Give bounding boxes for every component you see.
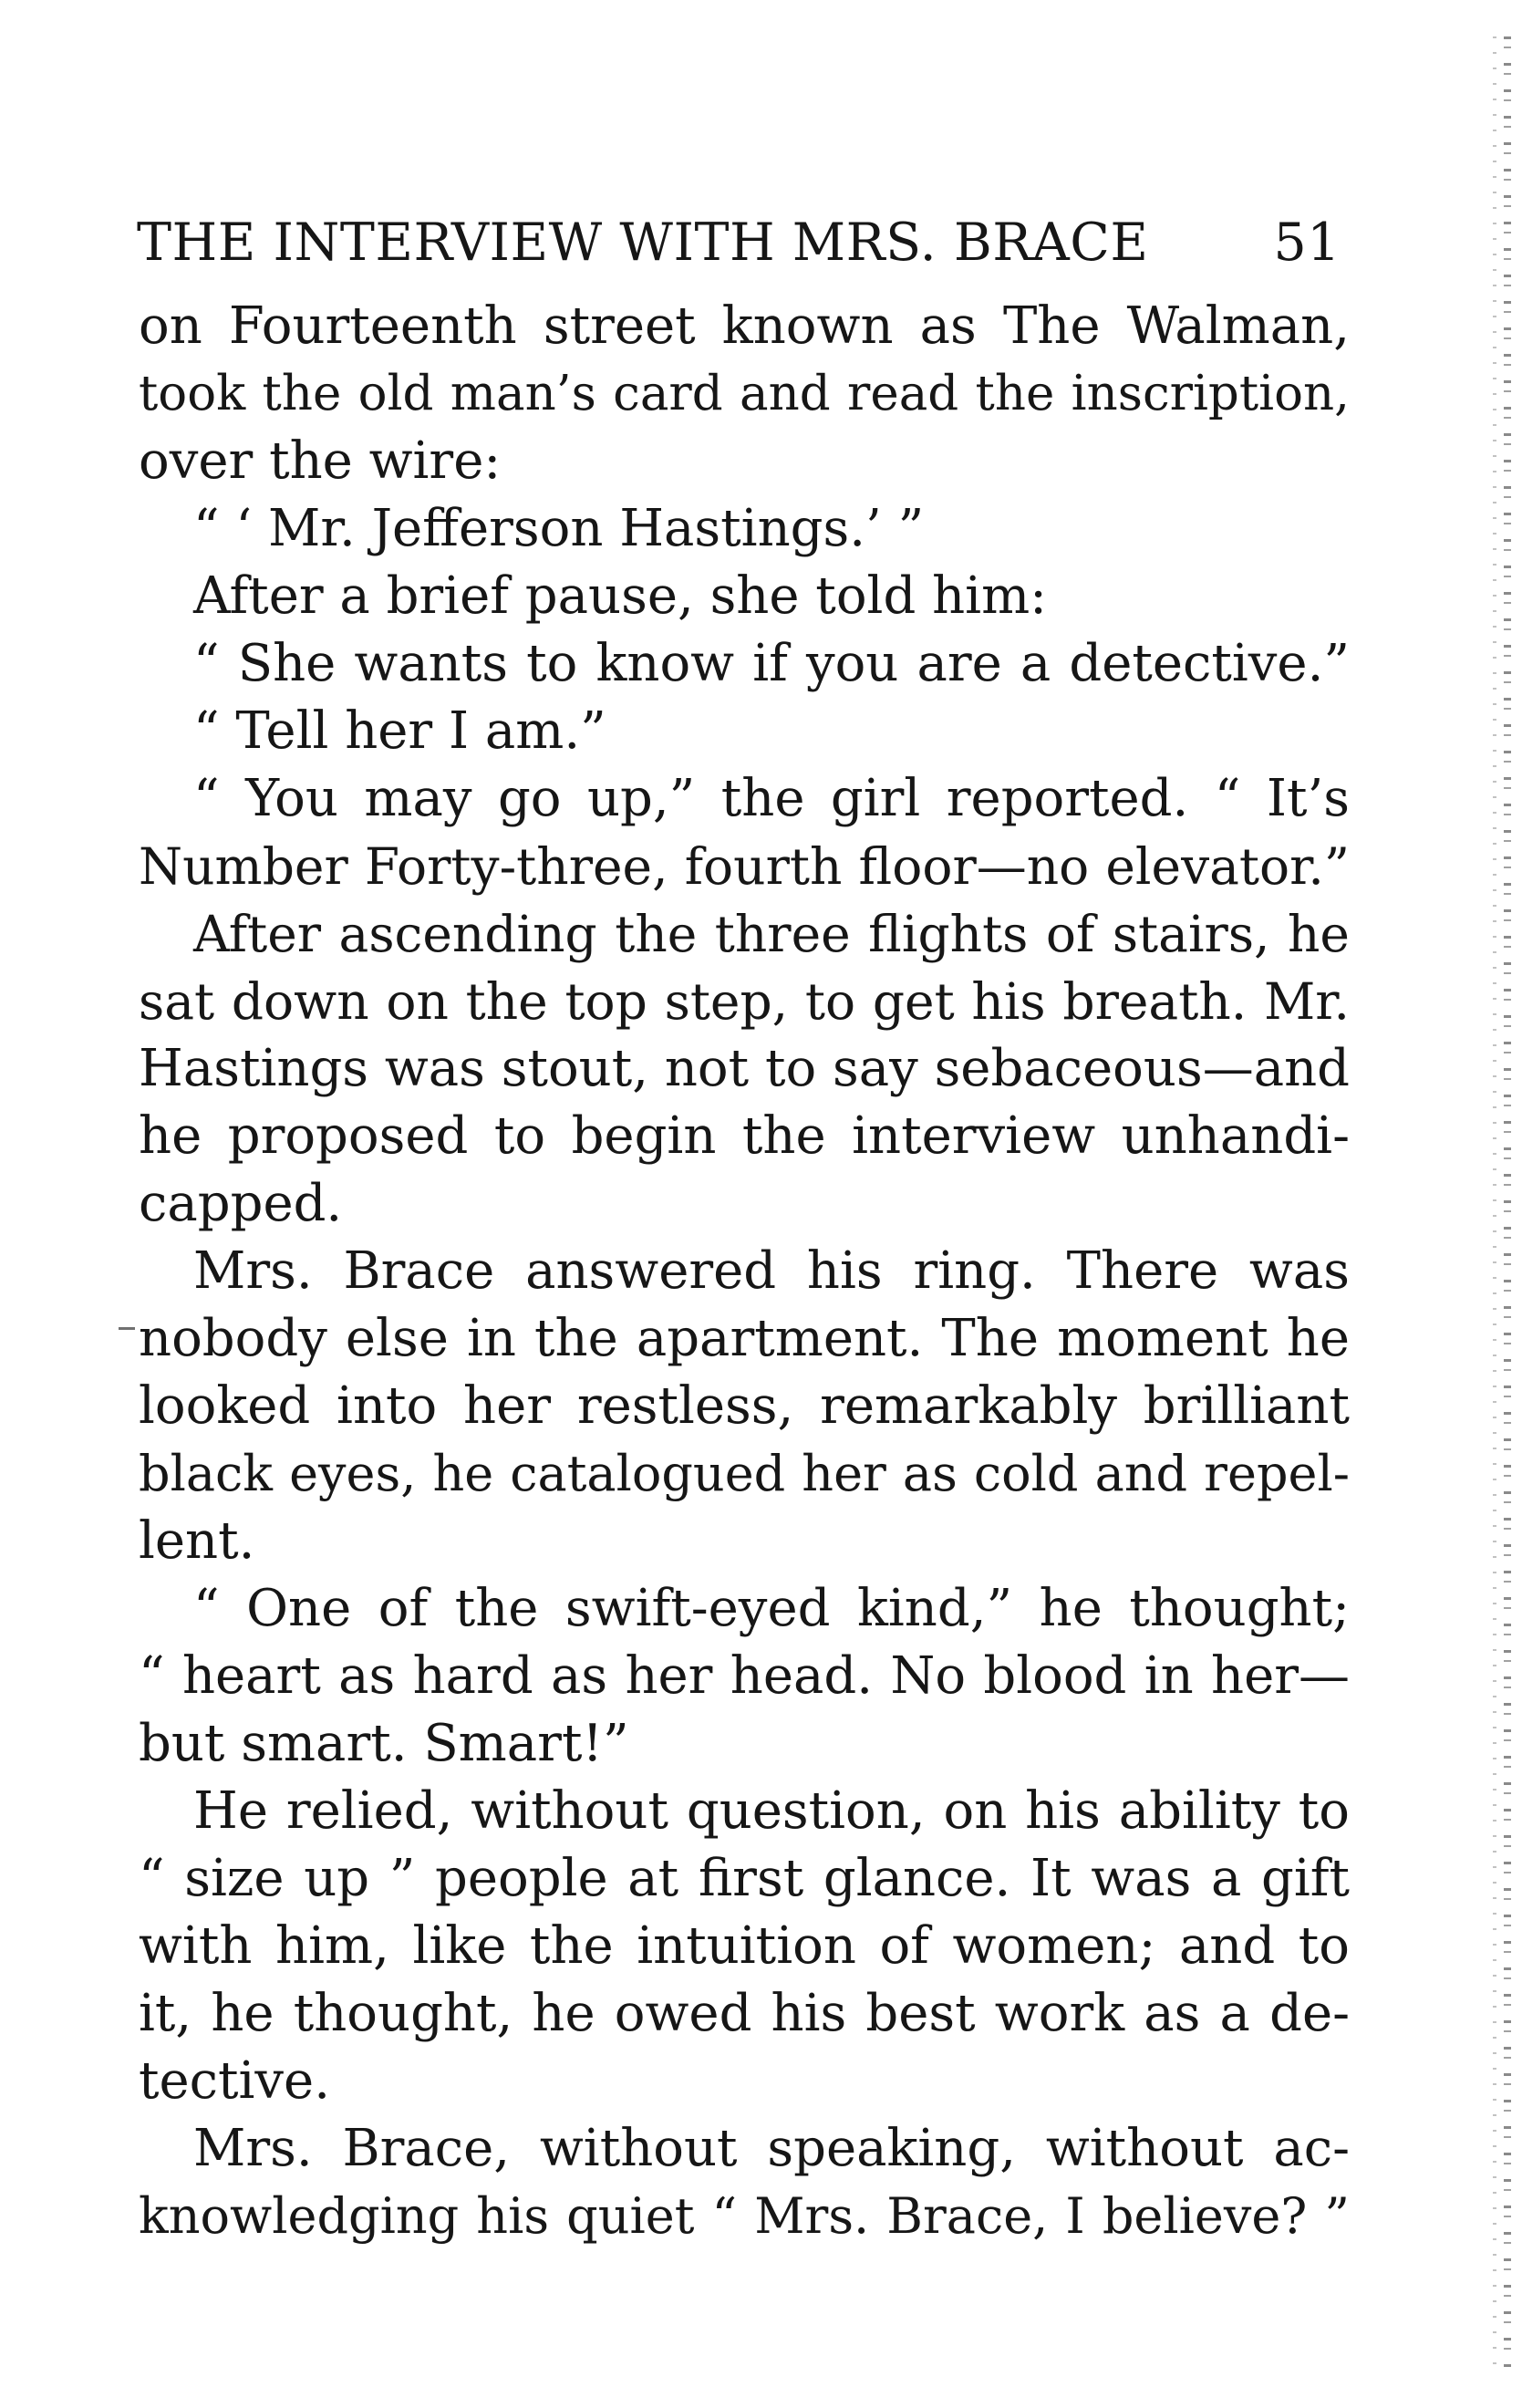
page-number: 51 [1273, 213, 1341, 273]
text-line: Mrs. Brace, without speaking, without ac- [193, 2119, 1350, 2178]
text-line: “ heart as hard as her head. No blood in her— [139, 1646, 1350, 1706]
text-line: sat down on the top step, to get his breath. Mr. [139, 972, 1350, 1031]
text-line: capped. [139, 1174, 343, 1233]
text-line: Number Forty-three, fourth floor—no elevator.” [139, 837, 1350, 896]
text-line: over the wire: [139, 431, 502, 491]
text-line: “ size up ” people at first glance. It was a gift [139, 1849, 1350, 1908]
text-line: with him, like the intuition of women; and to [139, 1916, 1350, 1976]
text-line: but smart. Smart!” [139, 1714, 629, 1773]
text-line: black eyes, he catalogued her as cold and repel- [139, 1445, 1350, 1502]
text-line: on Fourteenth street known as The Walman, [139, 296, 1350, 356]
text-line: knowledging his quiet “ Mrs. Brace, I believe? ” [139, 2187, 1350, 2245]
scan-artifact-mark [119, 1327, 135, 1330]
text-line: tective. [139, 2051, 330, 2111]
text-line: lent. [139, 1511, 255, 1571]
text-line: He relied, without question, on his ability to [193, 1781, 1350, 1841]
text-line: took the old man’s card and read the inscription, [139, 366, 1350, 421]
text-line: “ One of the swift-eyed kind,” he thought; [193, 1579, 1350, 1638]
running-head [137, 206, 1341, 279]
text-line: After ascending the three flights of stairs, he [193, 905, 1350, 963]
chapter-title: THE INTERVIEW WITH MRS. BRACE [137, 213, 1149, 273]
text-line: nobody else in the apartment. The moment he [139, 1309, 1350, 1368]
text-line: “ You may go up,” the girl reported. “ It’s [193, 769, 1350, 828]
page-edge-shadow [1504, 36, 1511, 2372]
text-line: “ Tell her I am.” [193, 701, 606, 761]
text-line: he proposed to begin the interview unhandi- [139, 1106, 1350, 1166]
text-line: After a brief pause, she told him: [193, 566, 1048, 626]
text-line: looked into her restless, remarkably brilliant [139, 1376, 1350, 1436]
text-line: “ ‘ Mr. Jefferson Hastings.’ ” [193, 499, 925, 558]
text-line: it, he thought, he owed his best work as a de- [139, 1984, 1350, 2043]
page-edge-shadow-inner [1493, 36, 1496, 2372]
text-line: Hastings was stout, not to say sebaceous—and [139, 1039, 1350, 1098]
text-line: Mrs. Brace answered his ring. There was [193, 1241, 1350, 1301]
text-line: “ She wants to know if you are a detective.” [193, 634, 1350, 693]
